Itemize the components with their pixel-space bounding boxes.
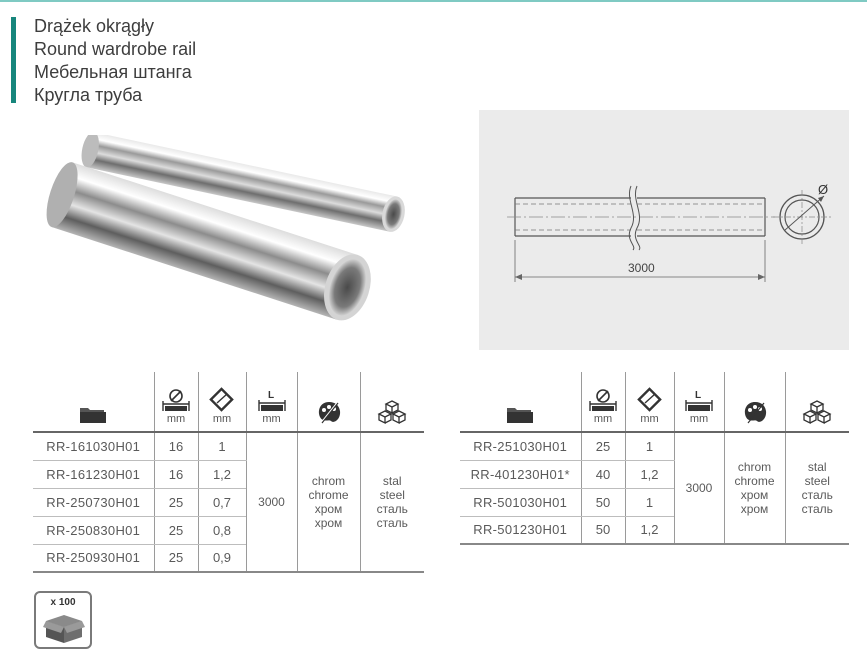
length-dimension-label: 3000 <box>628 261 655 275</box>
material-ru: сталь <box>801 488 833 502</box>
product-table-right <box>460 372 849 545</box>
folder-icon <box>79 405 107 425</box>
finish-value <box>724 432 785 544</box>
folder-icon <box>506 405 534 425</box>
product-table-left <box>33 372 424 573</box>
material-cubes-icon <box>377 399 407 425</box>
thickness-value: 1 <box>625 488 674 516</box>
header-length <box>674 372 724 432</box>
thickness-value: 0,8 <box>198 516 246 544</box>
wall-thickness-icon <box>207 387 237 413</box>
material-en: steel <box>379 488 405 502</box>
carton-box-icon <box>42 611 86 645</box>
table-header <box>33 372 424 432</box>
product-code: RR-251030H01 <box>460 432 581 460</box>
color-palette-icon <box>315 399 343 425</box>
header-material <box>785 372 849 432</box>
product-code: RR-250930H01 <box>33 544 154 572</box>
material-value <box>360 432 424 572</box>
length-value: 3000 <box>246 432 297 572</box>
diameter-value: 25 <box>154 488 198 516</box>
material-ua: сталь <box>801 502 833 516</box>
diameter-value: 50 <box>581 516 625 544</box>
diameter-unit: mm <box>166 413 186 425</box>
technical-drawing <box>479 110 849 350</box>
diameter-value: 16 <box>154 460 198 488</box>
material-en: steel <box>804 474 830 488</box>
thickness-value: 1 <box>625 432 674 460</box>
finish-en: chrome <box>308 488 349 502</box>
thickness-value: 1,2 <box>625 460 674 488</box>
finish-en: chrome <box>734 474 775 488</box>
finish-ru: хром <box>314 502 343 516</box>
diameter-icon <box>588 389 618 413</box>
thickness-value: 1,2 <box>198 460 246 488</box>
table-header <box>460 372 849 432</box>
product-code: RR-250830H01 <box>33 516 154 544</box>
title-ukrainian: Кругла труба <box>34 85 143 105</box>
material-cubes-icon <box>802 399 832 425</box>
header-thickness <box>198 372 246 432</box>
product-code: RR-401230H01* <box>460 460 581 488</box>
title-english: Round wardrobe rail <box>34 39 197 59</box>
diameter-unit: mm <box>593 413 613 425</box>
thickness-value: 0,7 <box>198 488 246 516</box>
diameter-icon <box>161 389 191 413</box>
finish-ru: хром <box>740 488 769 502</box>
product-code: RR-161230H01 <box>33 460 154 488</box>
material-ua: сталь <box>376 516 408 530</box>
product-photo <box>36 135 416 340</box>
diameter-value: 25 <box>154 516 198 544</box>
product-titles <box>34 15 196 107</box>
header-material <box>360 372 424 432</box>
finish-value <box>297 432 360 572</box>
packaging-badge <box>34 591 92 649</box>
length-value: 3000 <box>674 432 724 544</box>
product-code: RR-501230H01 <box>460 516 581 544</box>
diameter-value: 50 <box>581 488 625 516</box>
length-unit: mm <box>689 413 709 425</box>
diameter-value: 40 <box>581 460 625 488</box>
packaging-quantity: x 100 <box>50 597 76 608</box>
table-row <box>33 432 424 460</box>
thickness-value: 0,9 <box>198 544 246 572</box>
material-ru: сталь <box>376 502 408 516</box>
header-code <box>33 372 154 432</box>
header-code <box>460 372 581 432</box>
length-icon <box>684 389 714 413</box>
title-russian: Мебельная штанга <box>34 62 192 82</box>
header-length <box>246 372 297 432</box>
color-palette-icon <box>741 399 769 425</box>
finish-pl: chrom <box>311 474 346 488</box>
thickness-value: 1,2 <box>625 516 674 544</box>
table-row <box>460 432 849 460</box>
header-diameter <box>154 372 198 432</box>
wall-thickness-icon <box>635 387 665 413</box>
svg-text:L: L <box>267 390 274 401</box>
finish-ua: хром <box>314 516 343 530</box>
diameter-value: 25 <box>581 432 625 460</box>
material-pl: stal <box>807 460 827 474</box>
title-polish: Drążek okrągły <box>34 16 155 36</box>
material-pl: stal <box>382 474 402 488</box>
thickness-unit: mm <box>640 413 659 425</box>
header-thickness <box>625 372 674 432</box>
top-rule <box>0 0 867 2</box>
svg-text:L: L <box>695 390 702 401</box>
diameter-symbol: Ø <box>818 182 829 197</box>
title-accent-bar <box>11 17 16 103</box>
product-code: RR-161030H01 <box>33 432 154 460</box>
product-code: RR-250730H01 <box>33 488 154 516</box>
diameter-value: 16 <box>154 432 198 460</box>
product-code: RR-501030H01 <box>460 488 581 516</box>
header-finish <box>297 372 360 432</box>
length-unit: mm <box>262 413 281 425</box>
finish-ua: хром <box>740 502 769 516</box>
header-diameter <box>581 372 625 432</box>
header-finish <box>724 372 785 432</box>
material-value <box>785 432 849 544</box>
thickness-value: 1 <box>198 432 246 460</box>
thickness-unit: mm <box>212 413 232 425</box>
diameter-value: 25 <box>154 544 198 572</box>
length-icon <box>257 389 287 413</box>
finish-pl: chrom <box>737 460 772 474</box>
